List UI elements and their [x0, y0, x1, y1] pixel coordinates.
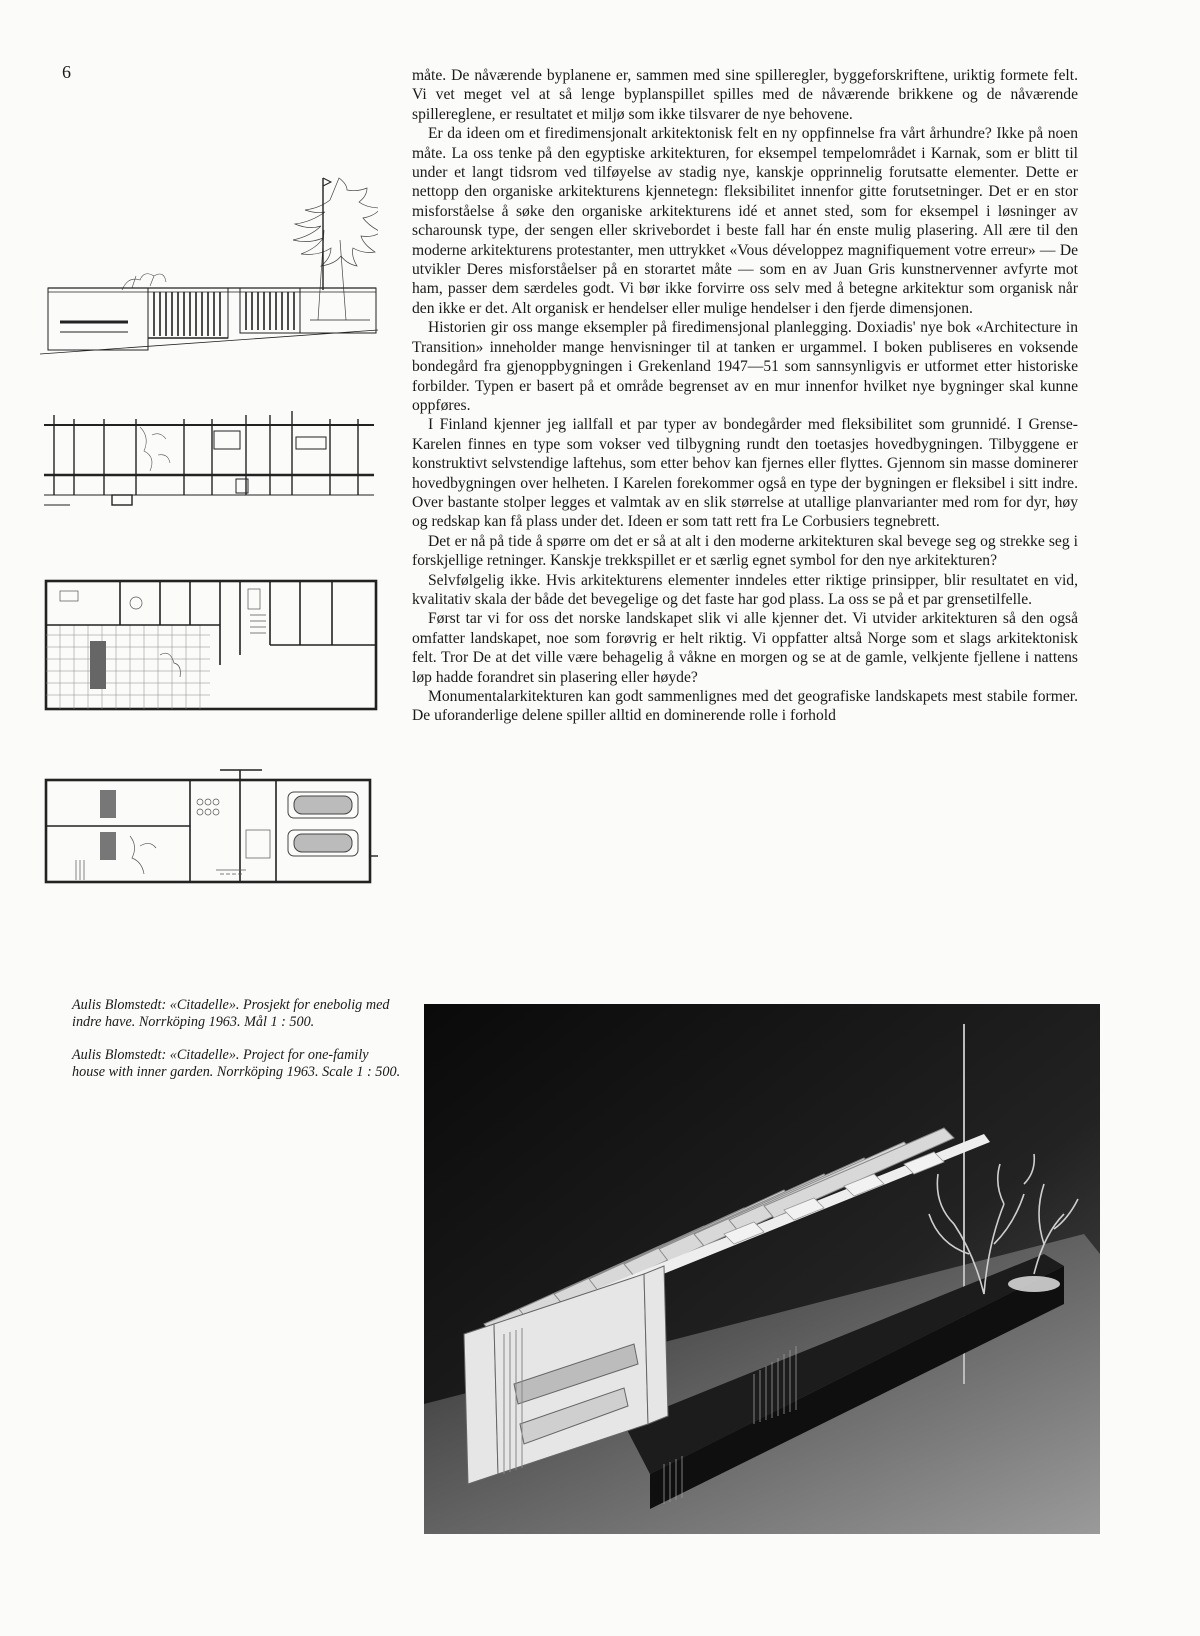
caption-norwegian: Aulis Blomstedt: «Citadelle». Prosjekt for enebolig med indre have. Norrköping 1963. Mål 1 : 500.	[72, 997, 390, 1030]
page-number: 6	[62, 62, 71, 82]
section-drawing	[40, 405, 378, 515]
ground-floor-plan	[40, 760, 378, 895]
caption-english: Aulis Blomstedt: «Citadelle». Project for one-family house with inner garden. Norrköping 1963. Scale 1 : 500.	[72, 1047, 401, 1080]
paragraph: I Finland kjenner jeg iallfall et par typer av bondegårder med fleksibilitet som grunnidé. I Grense-Karelen finnes en type som vokser ved tilbygning rundt den toetasjes hovedbygningen. Tilbyggene er konstruktivt selvstendige laftehus, som etter behov kan fjernes eller flyttes. Gjennom sin masse dominerer hovedbygningen over helheten. I Karelen forekommer også en type der bygningen er fleksibel i sitt indre. Over bastante stolper legges et valmtak av en slik størrelse at utallige planvarianter med rom for dyr, høy og redskap kan få plass under det. Ideen er som tatt rett fra Le Corbusiers tegnebrett.	[412, 416, 1078, 531]
paragraph: Det er nå på tide å spørre om det er så at alt i den moderne arkitekturen skal bevege seg og strekke seg i forskjellige retninger. Kanskje trekkspillet er et særlig egnet symbol for den nye arkitekturen?	[412, 532, 1078, 570]
paragraph: Først tar vi for oss det norske landskapet slik vi alle kjenner det. Vi utvider arkitekturen så den også omfatter landskapet, noe som forøvrig er helt riktig. Vi oppfatter altså Norge som et slags arkitektonisk felt. Tror De at det ville være behagelig å våkne en morgen og se at de gamle, velkjente fjellene i nattens løp hadde forandret sin plasering eller høyde?	[412, 610, 1078, 686]
paragraph: Historien gir oss mange eksempler på firedimensjonal planlegging. Doxiadis' nye bok «Architecture in Transition» inneholder mange henvisninger til at tanken er urgammel. I boken publiseres en voksende bondegård fra gjenoppbygningen i Grekenland 1947—51 som sannsynligvis er utformet etter historiske forbilder. Typen er basert på et område begrenset av en mur innenfor hvilket nye bygninger skal kunne oppføres.	[412, 319, 1078, 414]
figure-captions	[72, 997, 402, 1097]
paragraph: måte. De nåværende byplanene er, sammen med sine spilleregler, byggeforskriftene, uriktig formete felt. Vi vet meget vel at så lenge byplanspillet spilles med de nåværende brikkene og de nåværende spillereglene, er resultatet et miljø som ikke tilsvarer de nye behovene.	[412, 67, 1078, 123]
paragraph: Selvfølgelig ikke. Hvis arkitekturens elementer inndeles etter riktige prinsipper, blir resultatet en vid, kvalitativ skala der både det bevegelige og det faste har god plass. La oss se på et par grensetilfelle.	[412, 571, 1078, 608]
elevation-drawing	[40, 170, 378, 370]
upper-floor-plan	[40, 575, 378, 715]
model-photograph	[424, 1004, 1100, 1534]
paragraph: Monumentalarkitekturen kan godt sammenlignes med det geografiske landskapets mest stabile former. De uforanderlige delene spiller alltid en dominerende rolle i forhold	[412, 688, 1078, 725]
article-body	[412, 66, 1078, 726]
paragraph: Er da ideen om et firedimensjonalt arkitektonisk felt en ny oppfinnelse fra vårt århundre? Ikke på noen måte. La oss tenke på den egyptiske arkitekturen, for eksempel tempelområdet i Karnak, som er blitt til under et langt tidsrom ved tilføyelse av stadig nye, kanskje opprinnelig forutsatte elementer. Dette er nettopp den organiske arkitekturens kjennetegn: fleksibilitet innenfor gitte forutsetninger. Det er en stor misforståelse å søke den organiske arkitekturens idé et annet sted, som for eksempel i løsninger av scharounsk type, der sengen eller skrivebordet i beste fall har én enste mulig plasering. All ære til den moderne arkitekturens protestanter, men uttrykket «Vous développez magnifiquement votre erreur» — De utvikler Deres misforståelser på en storartet måte — som en av Juan Gris kunstnervenner avfyrte mot ham, passer dem særdeles godt. Vi bør ikke forvirre oss selv med å betegne arkitektur som organisk når den ikke er det. Alt organisk er hendelser eller mulige hendelser i den fjerde dimensjonen.	[412, 125, 1078, 317]
